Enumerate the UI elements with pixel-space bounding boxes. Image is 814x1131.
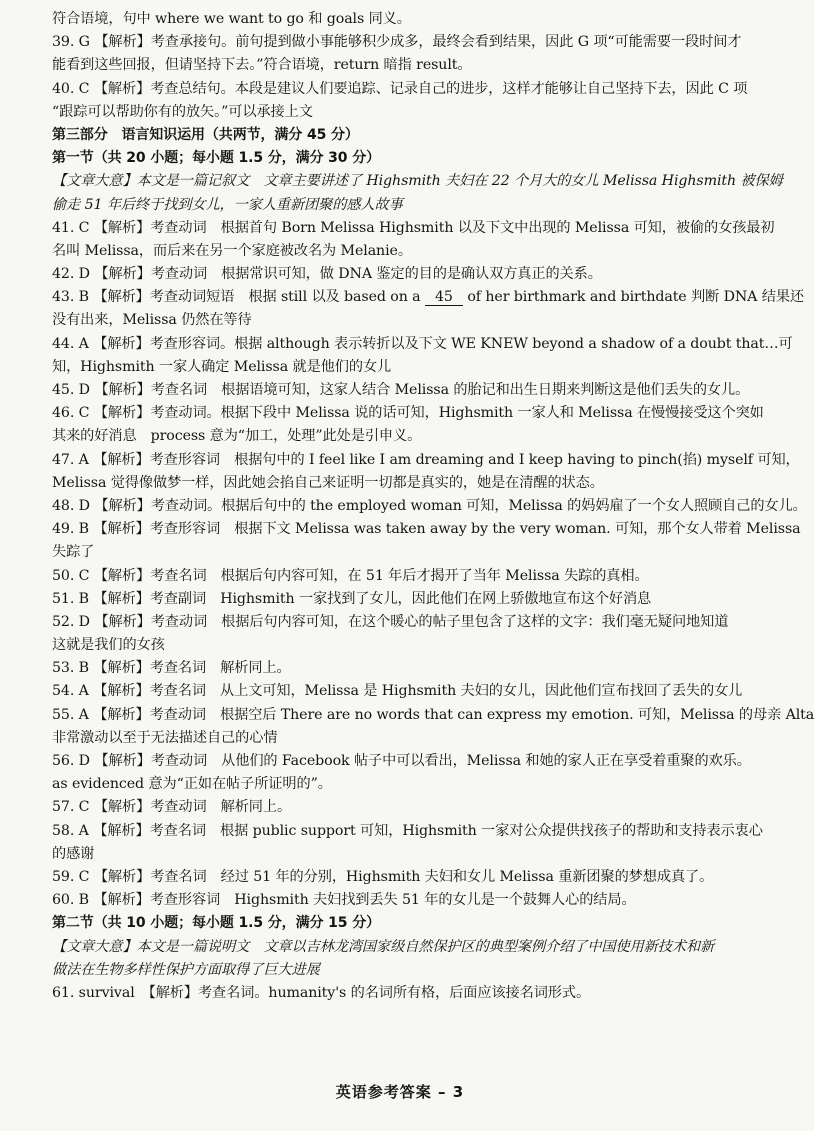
subsection-heading: 第一节（共 20 小题；每小题 1.5 分，满分 30 分） bbox=[52, 150, 381, 167]
text-line: 符合语境，句中 where we want to go 和 goals 同义。 bbox=[52, 11, 411, 27]
answer-45: 45. D 【解析】考查名词 根据语境可知，这家人结合 Melissa 的胎记和出生日期来判断这是他们丢失的女儿。 bbox=[52, 382, 750, 398]
text-line: 名叫 Melissa，而后来在另一个家庭被改名为 Melanie。 bbox=[52, 242, 412, 259]
answer-61: 61. survival 【解析】考查名词。humanity's 的名词所有格，后面应该接名词形式。 bbox=[52, 984, 591, 1001]
answer-40: 40. C 【解析】考查总结句。本段是建议人们要追踪、记录自己的进步，这样才能够让自己坚持下去，因此 C 项 bbox=[52, 80, 748, 97]
text-line: “跟踪可以帮助你有的放矢。”可以承接上文 bbox=[52, 103, 313, 120]
text-line: Melissa 觉得像做梦一样，因此她会掐自己来证明一切都是真实的，她是在清醒的状态。 bbox=[52, 474, 604, 491]
article-summary-cont: 偷走 51 年后终于找到女儿，一家人重新团聚的感人故事 bbox=[52, 196, 403, 213]
answer-55: 55. A 【解析】考查动词 根据空后 There are no words that can express my emotion. 可知，Melissa 的母亲 Alta bbox=[52, 706, 814, 723]
answer-58: 58. A 【解析】考查名词 根据 public support 可知，Highsmith 一家对公众提供找孩子的帮助和支持表示衷心 bbox=[52, 822, 763, 839]
answer-56: 56. D 【解析】考查动词 从他们的 Facebook 帖子中可以看出，Melissa 和她的家人正在享受着重聚的欢乐。 bbox=[52, 753, 751, 769]
answer-54: 54. A 【解析】考查名词 从上文可知，Melissa 是 Highsmith 夫妇的女儿，因此他们宣布找回了丢失的女儿 bbox=[52, 683, 743, 700]
answer-43-text-after: of her birthmark and birthdate 判断 DNA 结果还 bbox=[467, 289, 804, 306]
text-line: 的感谢 bbox=[52, 845, 95, 862]
article-summary-2-cont: 做法在生物多样性保护方面取得了巨大进展 bbox=[52, 961, 320, 978]
text-line: as evidenced 意为“正如在帖子所证明的”。 bbox=[52, 776, 332, 793]
article-summary: 【文章大意】本文是一篇记叙文 文章主要讲述了 Highsmith 夫妇在 22 个月大的女儿 Melissa Highsmith 被保姆 bbox=[52, 173, 783, 190]
answer-41: 41. C 【解析】考查动词 根据首句 Born Melissa Highsmith 以及下文中出现的 Melissa 可知，被偷的女孩最初 bbox=[52, 219, 775, 236]
answer-48: 48. D 【解析】考查动词。根据后句中的 the employed woman 可知，Melissa 的妈妈雇了一个女人照顾自己的女儿。 bbox=[52, 497, 807, 514]
section-heading: 第三部分 语言知识运用（共两节，满分 45 分） bbox=[52, 126, 359, 143]
answer-43-text: 43. B 【解析】考查动词短语 根据 still 以及 based on a bbox=[52, 289, 421, 306]
text-line: 非常激动以至于无法描述自己的心情 bbox=[52, 729, 278, 746]
subsection-heading-2: 第二节（共 10 小题；每小题 1.5 分，满分 15 分） bbox=[52, 915, 381, 932]
answer-44: 44. A 【解析】考查形容词。根据 although 表示转折以及下文 WE KNEW beyond a shadow of a doubt that…可 bbox=[52, 335, 793, 352]
text-line: 知，Highsmith 一家人确定 Melissa 就是他们的女儿 bbox=[52, 358, 392, 375]
text-line: 失踪了 bbox=[52, 544, 95, 561]
blank-number: 45 bbox=[425, 289, 463, 306]
text-line: 没有出来，Melissa 仍然在等待 bbox=[52, 312, 252, 329]
page-footer: 英语参考答案 – 3 bbox=[335, 1083, 465, 1101]
answer-50: 50. C 【解析】考查名词 根据后句内容可知，在 51 年后才揭开了当年 Melissa 失踪的真相。 bbox=[52, 567, 649, 584]
answer-42: 42. D 【解析】考查动词 根据常识可知，做 DNA 鉴定的目的是确认双方真正的关系。 bbox=[52, 266, 602, 283]
answer-47: 47. A 【解析】考查形容词 根据句中的 I feel like I am dreaming and I keep having to pinch(掐) myself 可知， bbox=[52, 451, 800, 468]
text-line: 这就是我们的女孩 bbox=[52, 637, 165, 654]
answer-57: 57. C 【解析】考查动词 解析同上。 bbox=[52, 799, 292, 816]
text-line: 能看到这些回报，但请坚持下去。”符合语境，return 暗指 result。 bbox=[52, 57, 472, 74]
answer-60: 60. B 【解析】考查形容词 Highsmith 夫妇找到丢失 51 年的女儿是一个鼓舞人心的结局。 bbox=[52, 892, 636, 909]
answer-51: 51. B 【解析】考查副词 Highsmith 一家找到了女儿，因此他们在网上骄傲地宣布这个好消息 bbox=[52, 590, 652, 607]
answer-52: 52. D 【解析】考查动词 根据后句内容可知，在这个暖心的帖子里包含了这样的文字：我们毫无疑问地知道 bbox=[52, 613, 729, 630]
answer-59: 59. C 【解析】考查名词 经过 51 年的分别，Highsmith 夫妇和女儿 Melissa 重新团聚的梦想成真了。 bbox=[52, 868, 714, 885]
answer-49: 49. B 【解析】考查形容词 根据下文 Melissa was taken away by the very woman. 可知，那个女人带着 Melissa bbox=[52, 521, 801, 538]
answer-53: 53. B 【解析】考查名词 解析同上。 bbox=[52, 660, 291, 677]
text-line: 其来的好消息 process 意为“加工，处理”此处是引申义。 bbox=[52, 428, 422, 445]
answer-46: 46. C 【解析】考查动词。根据下段中 Melissa 说的话可知，Highsmith 一家人和 Melissa 在慢慢接受这个突如 bbox=[52, 405, 764, 422]
answer-39: 39. G 【解析】考查承接句。前句提到做小事能够积少成多，最终会看到结果，因此 G 项“可能需要一段时间才 bbox=[52, 34, 742, 51]
article-summary-2: 【文章大意】本文是一篇说明文 文章以吉林龙湾国家级自然保护区的典型案例介绍了中国使用新技术和新 bbox=[52, 938, 715, 955]
answer-43 bbox=[52, 286, 804, 309]
